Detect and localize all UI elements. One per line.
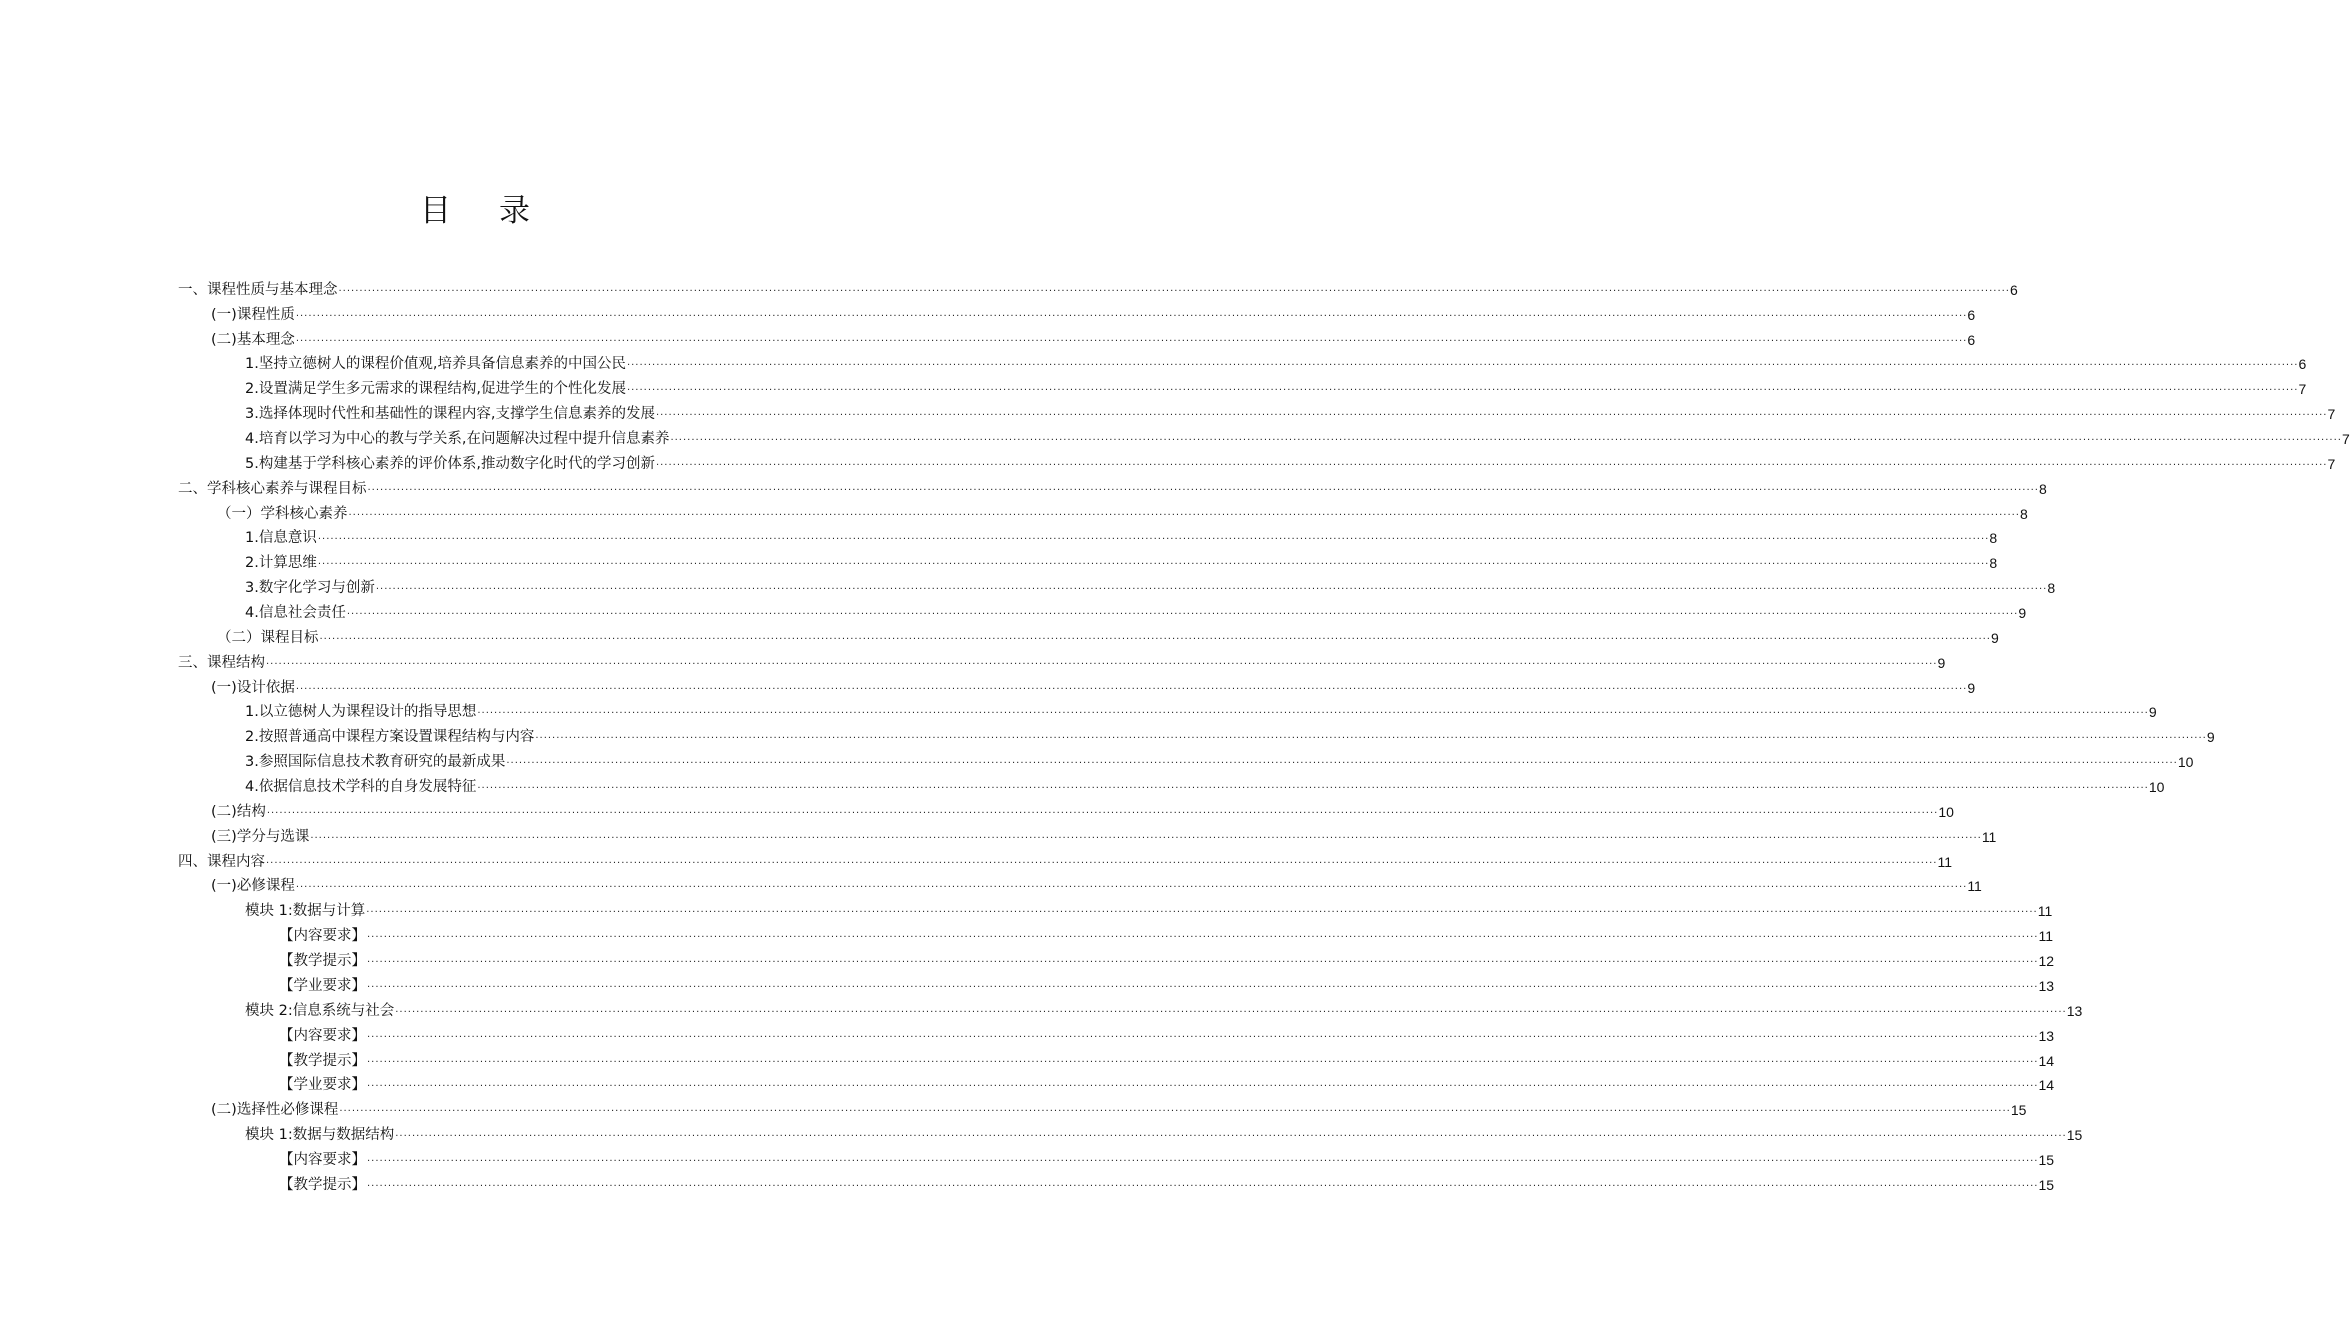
toc-page-number: 6 bbox=[1967, 306, 1976, 323]
toc-page-number: 10 bbox=[1938, 803, 1954, 820]
toc-page-number: 15 bbox=[2038, 1151, 2055, 1168]
toc-entry[interactable] bbox=[0, 475, 2047, 500]
toc-dot-leader: ................................................................................................................................................................................................................................................................................................................................................................................................................ bbox=[367, 978, 2039, 990]
toc-entry[interactable] bbox=[0, 375, 2307, 400]
toc-page-number: 10 bbox=[2177, 754, 2194, 771]
toc-dot-leader: ................................................................................................................................................................................................................................................................................................................................................................................................................ bbox=[266, 854, 1938, 866]
toc-entry[interactable] bbox=[0, 500, 2028, 525]
toc-entry[interactable] bbox=[0, 699, 2157, 724]
toc-entry-title: 4.培育以学习为中心的教与学关系,在问题解决过程中提升信息素养 bbox=[245, 431, 670, 448]
toc-entry-title: 1.坚持立德树人的课程价值观,培养具备信息素养的中国公民 bbox=[245, 356, 626, 373]
toc-entry-title: 二、学科核心素养与课程目标 bbox=[178, 480, 367, 497]
table-of-contents bbox=[0, 276, 2350, 1196]
toc-page-number: 8 bbox=[1989, 530, 1998, 547]
toc-entry[interactable] bbox=[0, 450, 2336, 475]
toc-entry[interactable] bbox=[0, 798, 1954, 823]
toc-entry[interactable] bbox=[0, 1171, 2055, 1196]
toc-entry[interactable] bbox=[0, 1146, 2055, 1171]
toc-dot-leader: ................................................................................................................................................................................................................................................................................................................................................................................................................ bbox=[295, 680, 1968, 692]
toc-dot-leader: ................................................................................................................................................................................................................................................................................................................................................................................................................ bbox=[367, 929, 2039, 941]
toc-page-number: 11 bbox=[1967, 878, 1982, 895]
toc-page-number: 11 bbox=[1937, 853, 1953, 870]
toc-entry[interactable] bbox=[0, 997, 2083, 1022]
toc-dot-leader: ................................................................................................................................................................................................................................................................................................................................................................................................................ bbox=[655, 456, 2328, 468]
toc-page-number: 14 bbox=[2038, 1052, 2055, 1069]
toc-entry-title: 【教学提示】 bbox=[279, 1176, 366, 1193]
toc-entry-title: (三)学分与选课 bbox=[211, 828, 310, 845]
toc-entry[interactable] bbox=[0, 848, 1953, 873]
toc-page-number: 7 bbox=[2327, 406, 2336, 423]
toc-page-number: 8 bbox=[2047, 580, 2056, 597]
toc-page-number: 8 bbox=[2038, 480, 2047, 497]
toc-entry[interactable] bbox=[0, 1072, 2055, 1097]
toc-dot-leader: ................................................................................................................................................................................................................................................................................................................................................................................................................ bbox=[266, 655, 1938, 667]
toc-page-number: 12 bbox=[2038, 953, 2055, 970]
toc-entry-title: (一)设计依据 bbox=[211, 679, 295, 696]
toc-entry[interactable] bbox=[0, 326, 1976, 351]
toc-dot-leader: ................................................................................................................................................................................................................................................................................................................................................................................................................ bbox=[395, 1003, 2067, 1015]
toc-entry-title: 【内容要求】 bbox=[279, 1027, 366, 1044]
toc-dot-leader: ................................................................................................................................................................................................................................................................................................................................................................................................................ bbox=[295, 879, 1968, 891]
toc-entry[interactable] bbox=[0, 773, 2165, 798]
toc-entry[interactable] bbox=[0, 748, 2194, 773]
toc-page-number: 15 bbox=[2066, 1127, 2083, 1144]
toc-dot-leader: ................................................................................................................................................................................................................................................................................................................................................................................................................ bbox=[339, 1103, 2011, 1115]
toc-entry-title: 【教学提示】 bbox=[279, 1052, 366, 1069]
toc-page-number: 7 bbox=[2327, 455, 2336, 472]
toc-dot-leader: ................................................................................................................................................................................................................................................................................................................................................................................................................ bbox=[319, 630, 1991, 642]
toc-entry[interactable] bbox=[0, 425, 2350, 450]
toc-entry-title: (一)必修课程 bbox=[211, 878, 295, 895]
toc-entry-title: 【内容要求】 bbox=[279, 1151, 366, 1168]
toc-dot-leader: ................................................................................................................................................................................................................................................................................................................................................................................................................ bbox=[367, 1152, 2039, 1164]
toc-page-number: 11 bbox=[2037, 903, 2053, 920]
toc-entry[interactable] bbox=[0, 351, 2307, 376]
toc-page-number: 15 bbox=[2010, 1102, 2027, 1119]
toc-page-number: 11 bbox=[1981, 828, 1997, 845]
toc-entry-title: (二)选择性必修课程 bbox=[211, 1102, 339, 1119]
toc-page-number: 14 bbox=[2038, 1077, 2055, 1094]
toc-page-number: 6 bbox=[2298, 356, 2307, 373]
toc-entry-title: 2.设置满足学生多元需求的课程结构,促进学生的个性化发展 bbox=[245, 381, 626, 398]
toc-page-number: 9 bbox=[2206, 729, 2215, 746]
toc-entry[interactable] bbox=[0, 1121, 2083, 1146]
toc-entry[interactable] bbox=[0, 972, 2055, 997]
toc-dot-leader: ................................................................................................................................................................................................................................................................................................................................................................................................................ bbox=[366, 904, 2038, 916]
toc-dot-leader: ................................................................................................................................................................................................................................................................................................................................................................................................................ bbox=[367, 1053, 2039, 1065]
toc-entry-title: 【教学提示】 bbox=[279, 953, 366, 970]
toc-entry[interactable] bbox=[0, 922, 2054, 947]
toc-entry[interactable] bbox=[0, 276, 2018, 301]
toc-entry-title: 2.计算思维 bbox=[245, 555, 317, 572]
toc-dot-leader: ................................................................................................................................................................................................................................................................................................................................................................................................................ bbox=[266, 804, 1939, 816]
toc-entry-title: 【学业要求】 bbox=[279, 1077, 366, 1094]
toc-dot-leader: ................................................................................................................................................................................................................................................................................................................................................................................................................ bbox=[626, 382, 2299, 394]
toc-entry[interactable] bbox=[0, 624, 1999, 649]
toc-dot-leader: ................................................................................................................................................................................................................................................................................................................................................................................................................ bbox=[477, 780, 2149, 792]
toc-page-number: 9 bbox=[2018, 605, 2027, 622]
toc-page-number: 10 bbox=[2148, 779, 2165, 796]
toc-entry[interactable] bbox=[0, 947, 2055, 972]
toc-dot-leader: ................................................................................................................................................................................................................................................................................................................................................................................................................ bbox=[375, 581, 2048, 593]
toc-entry-title: 三、课程结构 bbox=[178, 654, 265, 671]
toc-page-number: 8 bbox=[1989, 555, 1998, 572]
toc-page-number: 9 bbox=[1990, 629, 1999, 646]
toc-page-number: 8 bbox=[2019, 505, 2028, 522]
toc-entry[interactable] bbox=[0, 525, 1998, 550]
toc-dot-leader: ................................................................................................................................................................................................................................................................................................................................................................................................................ bbox=[655, 407, 2328, 419]
toc-entry-title: 模块 1:数据与数据结构 bbox=[245, 1127, 395, 1144]
toc-entry-title: （二）课程目标 bbox=[217, 629, 319, 646]
toc-dot-leader: ................................................................................................................................................................................................................................................................................................................................................................................................................ bbox=[346, 606, 2019, 618]
toc-entry[interactable] bbox=[0, 1022, 2055, 1047]
toc-entry-title: 1.信息意识 bbox=[245, 530, 317, 547]
toc-dot-leader: ................................................................................................................................................................................................................................................................................................................................................................................................................ bbox=[295, 307, 1968, 319]
toc-page-number: 9 bbox=[1967, 679, 1976, 696]
toc-page-number: 7 bbox=[2341, 431, 2350, 448]
toc-entry-title: 3.数字化学习与创新 bbox=[245, 580, 375, 597]
toc-dot-leader: ................................................................................................................................................................................................................................................................................................................................................................................................................ bbox=[317, 531, 1990, 543]
toc-entry-title: (二)结构 bbox=[211, 803, 266, 820]
toc-page-number: 7 bbox=[2298, 381, 2307, 398]
toc-entry-title: 模块 2:信息系统与社会 bbox=[245, 1002, 395, 1019]
toc-dot-leader: ................................................................................................................................................................................................................................................................................................................................................................................................................ bbox=[348, 506, 2020, 518]
toc-dot-leader: ................................................................................................................................................................................................................................................................................................................................................................................................................ bbox=[535, 730, 2207, 742]
toc-page-number: 11 bbox=[2038, 928, 2054, 945]
toc-entry-title: (一)课程性质 bbox=[211, 306, 295, 323]
toc-entry-title: 2.按照普通高中课程方案设置课程结构与内容 bbox=[245, 729, 535, 746]
toc-page-number: 13 bbox=[2038, 1027, 2055, 1044]
toc-entry-title: 模块 1:数据与计算 bbox=[245, 903, 366, 920]
toc-dot-leader: ................................................................................................................................................................................................................................................................................................................................................................................................................ bbox=[367, 1028, 2039, 1040]
toc-dot-leader: ................................................................................................................................................................................................................................................................................................................................................................................................................ bbox=[367, 954, 2039, 966]
toc-entry[interactable] bbox=[0, 574, 2056, 599]
toc-entry[interactable] bbox=[0, 1096, 2027, 1121]
toc-dot-leader: ................................................................................................................................................................................................................................................................................................................................................................................................................ bbox=[367, 1078, 2039, 1090]
toc-entry[interactable] bbox=[0, 549, 1998, 574]
toc-dot-leader: ................................................................................................................................................................................................................................................................................................................................................................................................................ bbox=[367, 481, 2039, 493]
toc-entry[interactable] bbox=[0, 400, 2336, 425]
toc-dot-leader: ................................................................................................................................................................................................................................................................................................................................................................................................................ bbox=[670, 432, 2342, 444]
toc-entry[interactable] bbox=[0, 674, 1976, 699]
toc-entry[interactable] bbox=[0, 301, 1976, 326]
toc-entry-title: 四、课程内容 bbox=[178, 853, 265, 870]
toc-page-number: 13 bbox=[2066, 1002, 2083, 1019]
toc-entry[interactable] bbox=[0, 873, 1982, 898]
toc-entry-title: 一、课程性质与基本理念 bbox=[178, 281, 338, 298]
toc-entry[interactable] bbox=[0, 723, 2215, 748]
toc-dot-leader: ................................................................................................................................................................................................................................................................................................................................................................................................................ bbox=[317, 556, 1990, 568]
toc-dot-leader: ................................................................................................................................................................................................................................................................................................................................................................................................................ bbox=[626, 357, 2299, 369]
toc-entry-title: 3.参照国际信息技术教育研究的最新成果 bbox=[245, 754, 506, 771]
toc-page-number: 6 bbox=[1967, 331, 1976, 348]
toc-entry-title: 5.构建基于学科核心素养的评价体系,推动数字化时代的学习创新 bbox=[245, 455, 655, 472]
toc-entry[interactable] bbox=[0, 649, 1946, 674]
toc-entry-title: 【学业要求】 bbox=[279, 977, 366, 994]
toc-entry-title: 【内容要求】 bbox=[279, 928, 366, 945]
toc-entry-title: （一）学科核心素养 bbox=[217, 505, 348, 522]
toc-dot-leader: ................................................................................................................................................................................................................................................................................................................................................................................................................ bbox=[310, 829, 1982, 841]
toc-page-number: 6 bbox=[2009, 281, 2018, 298]
toc-dot-leader: ................................................................................................................................................................................................................................................................................................................................................................................................................ bbox=[338, 282, 2010, 294]
toc-entry[interactable] bbox=[0, 823, 1997, 848]
toc-page-number: 15 bbox=[2038, 1176, 2055, 1193]
toc-entry[interactable] bbox=[0, 1047, 2055, 1072]
toc-entry[interactable] bbox=[0, 897, 2053, 922]
toc-entry-title: 3.选择体现时代性和基础性的课程内容,支撑学生信息素养的发展 bbox=[245, 406, 655, 423]
toc-entry[interactable] bbox=[0, 599, 2027, 624]
toc-dot-leader: ................................................................................................................................................................................................................................................................................................................................................................................................................ bbox=[477, 705, 2149, 717]
toc-page-number: 13 bbox=[2038, 977, 2055, 994]
toc-dot-leader: ................................................................................................................................................................................................................................................................................................................................................................................................................ bbox=[367, 1177, 2039, 1189]
toc-dot-leader: ................................................................................................................................................................................................................................................................................................................................................................................................................ bbox=[506, 755, 2178, 767]
toc-entry-title: 4.依据信息技术学科的自身发展特征 bbox=[245, 779, 477, 796]
toc-page-number: 9 bbox=[1937, 654, 1946, 671]
toc-dot-leader: ................................................................................................................................................................................................................................................................................................................................................................................................................ bbox=[295, 332, 1968, 344]
toc-entry-title: (二)基本理念 bbox=[211, 331, 295, 348]
toc-page-number: 9 bbox=[2148, 704, 2157, 721]
toc-dot-leader: ................................................................................................................................................................................................................................................................................................................................................................................................................ bbox=[395, 1128, 2067, 1140]
toc-entry-title: 4.信息社会责任 bbox=[245, 605, 346, 622]
page-title: 目录 bbox=[420, 193, 578, 229]
toc-entry-title: 1.以立德树人为课程设计的指导思想 bbox=[245, 704, 477, 721]
